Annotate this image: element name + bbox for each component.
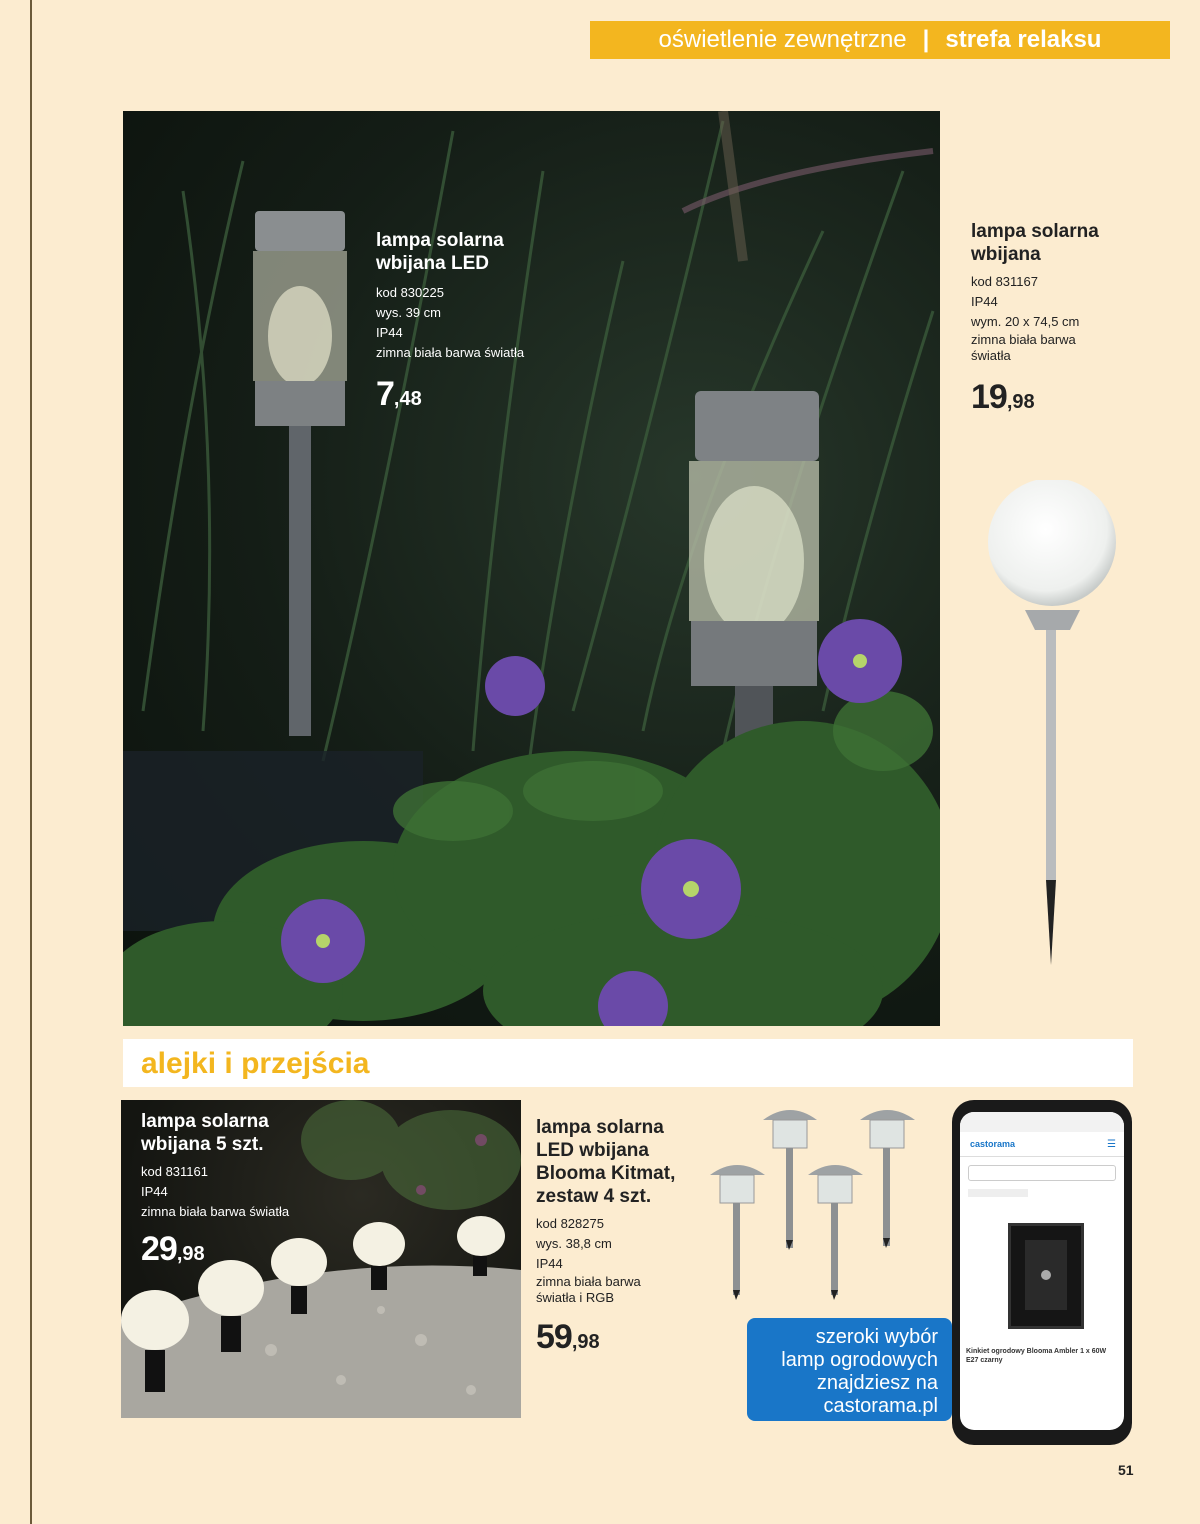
product3-title-line1: lampa solarna [141, 1111, 269, 1132]
product4-height: wys. 38,8 cm [536, 1236, 612, 1251]
product4-title-line3: Blooma Kitmat, [536, 1163, 676, 1184]
product2-title-line2: wbijana [971, 244, 1041, 265]
header-category: oświetlenie zewnętrzne [658, 26, 907, 53]
product1-light: zimna biała barwa światła [376, 345, 525, 360]
product3-price [141, 1230, 289, 1269]
phone-mockup [952, 1100, 1132, 1445]
header-separator: | [922, 26, 930, 53]
product4-title-line2: LED wbijana [536, 1140, 649, 1161]
page-margin-line [30, 0, 32, 1524]
product2-ip: IP44 [971, 294, 998, 309]
product4-price-main: 59 [536, 1318, 572, 1356]
product2-info [971, 220, 1099, 417]
product1-code: kod 830225 [376, 285, 444, 300]
product3-price-dec: ,98 [176, 1243, 205, 1265]
product1-price-main: 7 [376, 375, 394, 413]
phone-product-image [960, 1197, 1124, 1347]
product1-height: wys. 39 cm [376, 305, 442, 320]
product3-title-line2: wbijana 5 szt. [141, 1134, 264, 1155]
phone-breadcrumb [968, 1189, 1028, 1197]
section-title: alejki i przejścia [141, 1047, 370, 1080]
product2-price-dec: ,98 [1006, 391, 1035, 413]
header-section: strefa relaksu [945, 26, 1102, 53]
section-title-bar [123, 1039, 1133, 1087]
section-header-bar [590, 21, 1170, 59]
product2-title-line1: lampa solarna [971, 221, 1099, 242]
product2-code: kod 831167 [971, 274, 1038, 289]
product4-code: kod 828275 [536, 1216, 604, 1231]
promo-line2: lamp ogrodowych [781, 1349, 938, 1371]
phone-logo: castorama [970, 1139, 1016, 1149]
product2-price-main: 19 [971, 378, 1007, 416]
product4-light-line2: światła i RGB [536, 1290, 615, 1305]
phone-product-name: Kinkiet ogrodowy Blooma Ambler 1 x 60W E27 czarny [966, 1348, 1107, 1364]
product2-light-line1: zimna biała barwa [971, 332, 1076, 347]
lamp-set-illustration [705, 1100, 920, 1305]
main-product-photo [123, 111, 940, 1026]
product1-title-line2: wbijana LED [376, 253, 489, 274]
phone-screen [960, 1112, 1124, 1430]
product2-light-line2: światła [971, 348, 1011, 363]
product1-price [376, 375, 524, 414]
product3-ip: IP44 [141, 1184, 168, 1199]
product4-ip: IP44 [536, 1256, 563, 1271]
product4-title-line1: lampa solarna [536, 1117, 664, 1138]
garden-scene-illustration [123, 111, 940, 1026]
wall-lantern-icon [1008, 1223, 1084, 1329]
phone-search-field [968, 1165, 1116, 1181]
promo-line3: znajdziesz na [816, 1372, 938, 1394]
product1-title-line1: lampa solarna [376, 230, 504, 251]
menu-icon: ☰ [1107, 1138, 1116, 1150]
product4-price [536, 1318, 675, 1357]
globe-lamp-illustration [980, 480, 1130, 970]
product4-title-line4: zestaw 4 szt. [536, 1186, 652, 1207]
product2-price [971, 378, 1099, 417]
product4-price-dec: ,98 [571, 1331, 600, 1353]
product4-info [536, 1116, 675, 1357]
promo-line4: castorama.pl [823, 1395, 938, 1417]
product1-price-dec: ,48 [393, 388, 422, 410]
promo-line1: szeroki wybór [815, 1326, 938, 1348]
page-number: 51 [1118, 1462, 1134, 1478]
product2-dimensions: wym. 20 x 74,5 cm [971, 314, 1080, 329]
product3-code: kod 831161 [141, 1164, 208, 1179]
product1-ip: IP44 [376, 325, 403, 340]
product3-photo [121, 1100, 521, 1418]
product3-light: zimna biała barwa światła [141, 1204, 290, 1219]
product3-price-main: 29 [141, 1230, 177, 1268]
product4-light-line1: zimna biała barwa [536, 1274, 641, 1289]
castorama-promo-link[interactable] [747, 1318, 952, 1421]
phone-browser-bar [960, 1112, 1124, 1132]
